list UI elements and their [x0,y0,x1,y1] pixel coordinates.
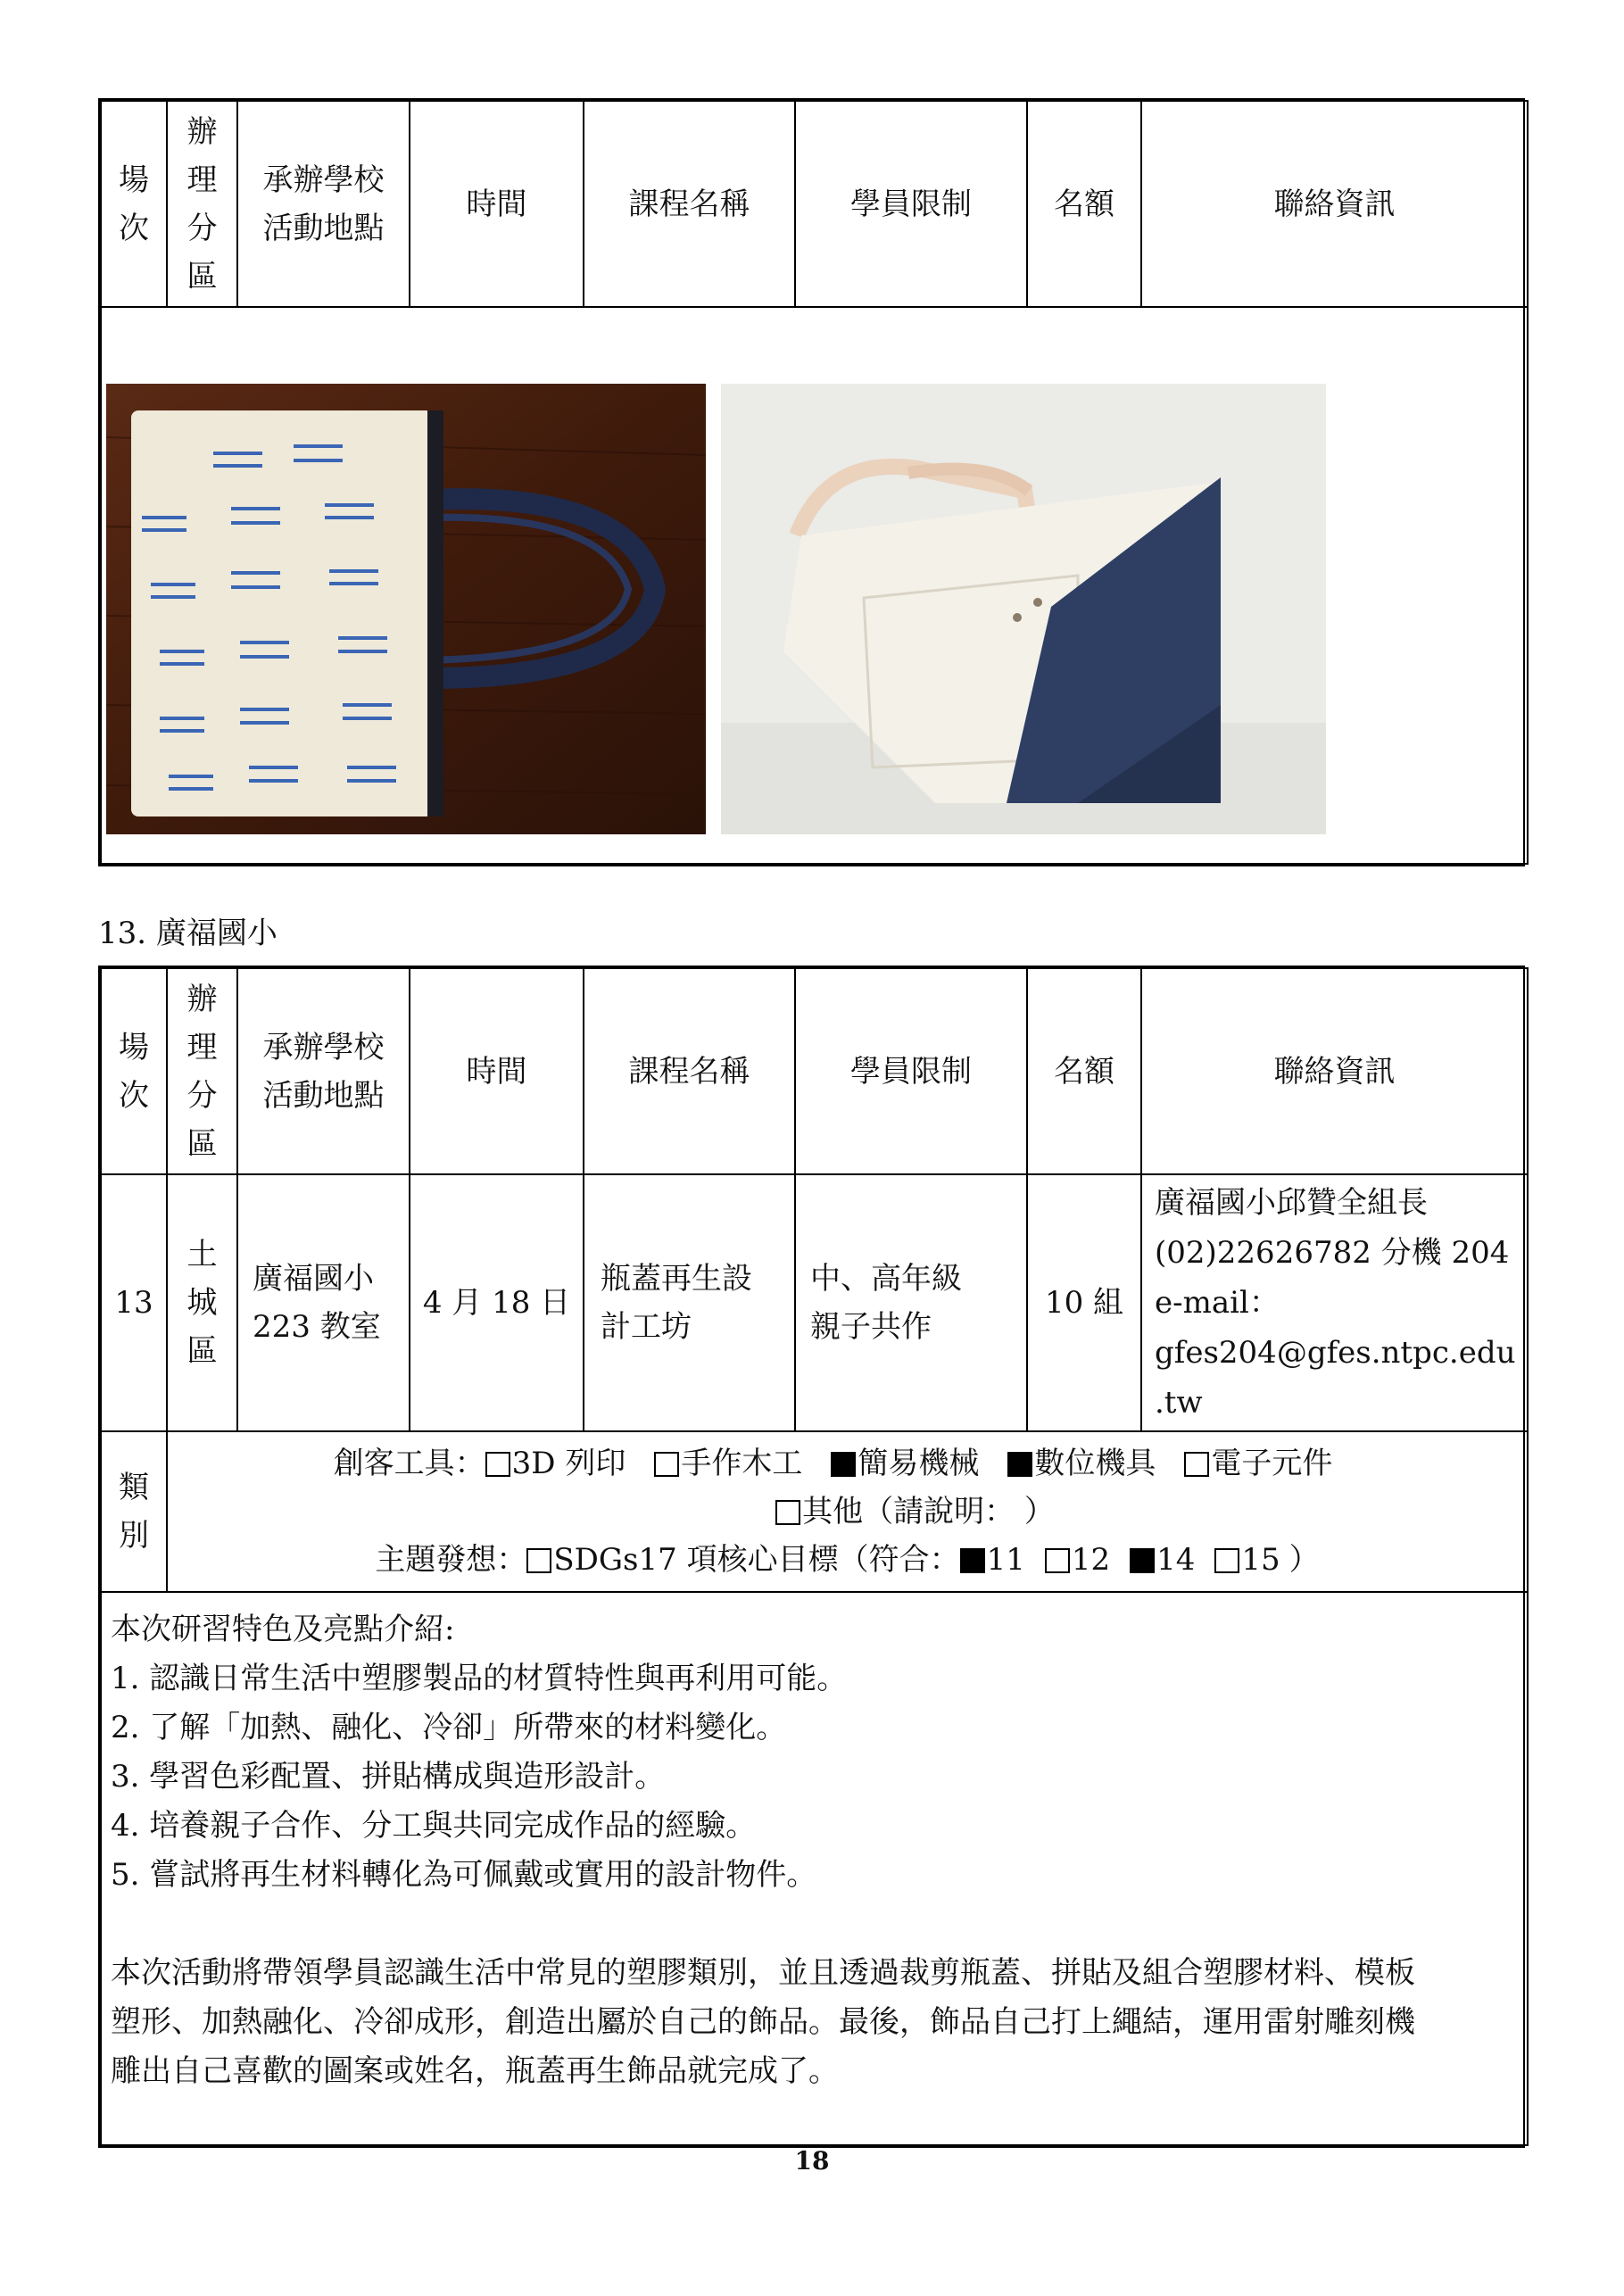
checkbox-woodwork[interactable]: 手作木工 [654,1446,802,1481]
theme-line: 主題發想： SDGs17 項核心目標（符合： 11 12 14 15 ） [375,1542,1320,1578]
cell-time: 4 月 18 日 [410,1174,584,1431]
list-item: 4. 培養親子合作、分工與共同完成作品的經驗。 [111,1808,757,1844]
tote-bag-photo-1 [106,384,706,834]
header-contact: 聯絡資訊 [1141,968,1528,1174]
header-quota: 名額 [1027,968,1141,1174]
header-course: 課程名稱 [584,101,795,307]
paragraph-line: 雕出自己喜歡的圖案或姓名，瓶蓋再生飾品就完成了。 [111,2053,839,2089]
header-school: 承辦學校 活動地點 [237,101,410,307]
highlights-row [101,1592,1528,2145]
checkbox-goal-11[interactable]: 11 [960,1542,1025,1578]
checkbox-checked-icon [960,1548,985,1573]
section-title: 13. 廣福國小 [98,916,278,951]
course-13-table [98,966,1525,2148]
header-time: 時間 [410,101,584,307]
checkbox-icon [1214,1548,1239,1573]
checkbox-goal-15[interactable]: 15 [1214,1542,1280,1578]
cell-quota: 10 組 [1027,1174,1141,1431]
checkbox-checked-icon [1007,1452,1032,1477]
checkbox-digital-tools[interactable]: 數位機具 [1007,1446,1156,1481]
checkbox-icon [654,1452,679,1477]
header-row [101,968,1528,1174]
checkbox-checked-icon [1130,1548,1155,1573]
page-number: 18 [794,2146,830,2176]
list-item: 3. 學習色彩配置、拼貼構成與造形設計。 [111,1759,666,1795]
category-label: 類 別 [101,1431,167,1592]
checkbox-goal-12[interactable]: 12 [1045,1542,1110,1578]
checkbox-icon [526,1548,551,1573]
cell-school: 廣福國小 223 教室 [237,1174,410,1431]
checkbox-checked-icon [831,1452,856,1477]
checkbox-goal-14[interactable]: 14 [1130,1542,1195,1578]
list-item: 2. 了解「加熱、融化、冷卻」所帶來的材料變化。 [111,1710,787,1745]
header-time: 時間 [410,968,584,1174]
checkbox-icon [775,1500,800,1525]
header-row [101,101,1528,307]
header-school: 承辦學校 活動地點 [237,968,410,1174]
tools-line: 創客工具： 3D 列印 手作木工 簡易機械 數位機具 電子元件 [333,1446,1333,1481]
list-item: 1. 認識日常生活中塑膠製品的材質特性與再利用可能。 [111,1661,848,1696]
checkbox-3d-print[interactable]: 3D 列印 [485,1446,626,1481]
highlights-content [101,1592,1528,2145]
header-district: 辦 理 分 區 [167,968,237,1174]
header-district: 辦 理 分 區 [167,101,237,307]
checkbox-electronics[interactable]: 電子元件 [1184,1446,1332,1481]
top-course-table [98,98,1525,866]
email-link[interactable]: gfes204@gfes.ntpc.edu [1155,1335,1516,1371]
category-content [167,1431,1528,1592]
cell-limit: 中、高年級 親子共作 [795,1174,1027,1431]
header-session: 場 次 [101,101,167,307]
checkbox-simple-machine[interactable]: 簡易機械 [831,1446,979,1481]
highlights-title: 本次研習特色及亮點介紹: [111,1612,455,1647]
paragraph-line: 本次活動將帶領學員認識生活中常見的塑膠類別，並且透過裁剪瓶蓋、拼貼及組合塑膠材料、模板 [111,1955,1415,1991]
header-course: 課程名稱 [584,968,795,1174]
table-row [101,1174,1528,1431]
checkbox-icon [485,1452,510,1477]
cell-district: 土 城 區 [167,1174,237,1431]
checkbox-sdgs[interactable]: SDGs17 項核心目標（符合： [526,1542,959,1578]
header-contact: 聯絡資訊 [1141,101,1528,307]
checkbox-icon [1045,1548,1070,1573]
cell-course: 瓶蓋再生設 計工坊 [584,1174,795,1431]
list-item: 5. 嘗試將再生材料轉化為可佩戴或實用的設計物件。 [111,1857,817,1893]
cell-session: 13 [101,1174,167,1431]
other-line [168,1488,1527,1536]
checkbox-other[interactable]: 其他（請說明： ） [775,1494,1055,1529]
tote-bag-photo-2 [721,384,1326,834]
header-limit: 學員限制 [795,968,1027,1174]
photo-row [101,307,1528,864]
header-limit: 學員限制 [795,101,1027,307]
header-quota: 名額 [1027,101,1141,307]
category-row [101,1431,1528,1592]
checkbox-icon [1184,1452,1209,1477]
cell-contact: 廣福國小邱贊全組長 (02)22626782 分機 204 e-mail： gfes204@gfes.ntpc.edu .tw [1141,1174,1528,1431]
paragraph-line: 塑形、加熱融化、冷卻成形，創造出屬於自己的飾品。最後，飾品自己打上繩結，運用雷射雕刻機 [111,2004,1415,2040]
header-session: 場 次 [101,968,167,1174]
